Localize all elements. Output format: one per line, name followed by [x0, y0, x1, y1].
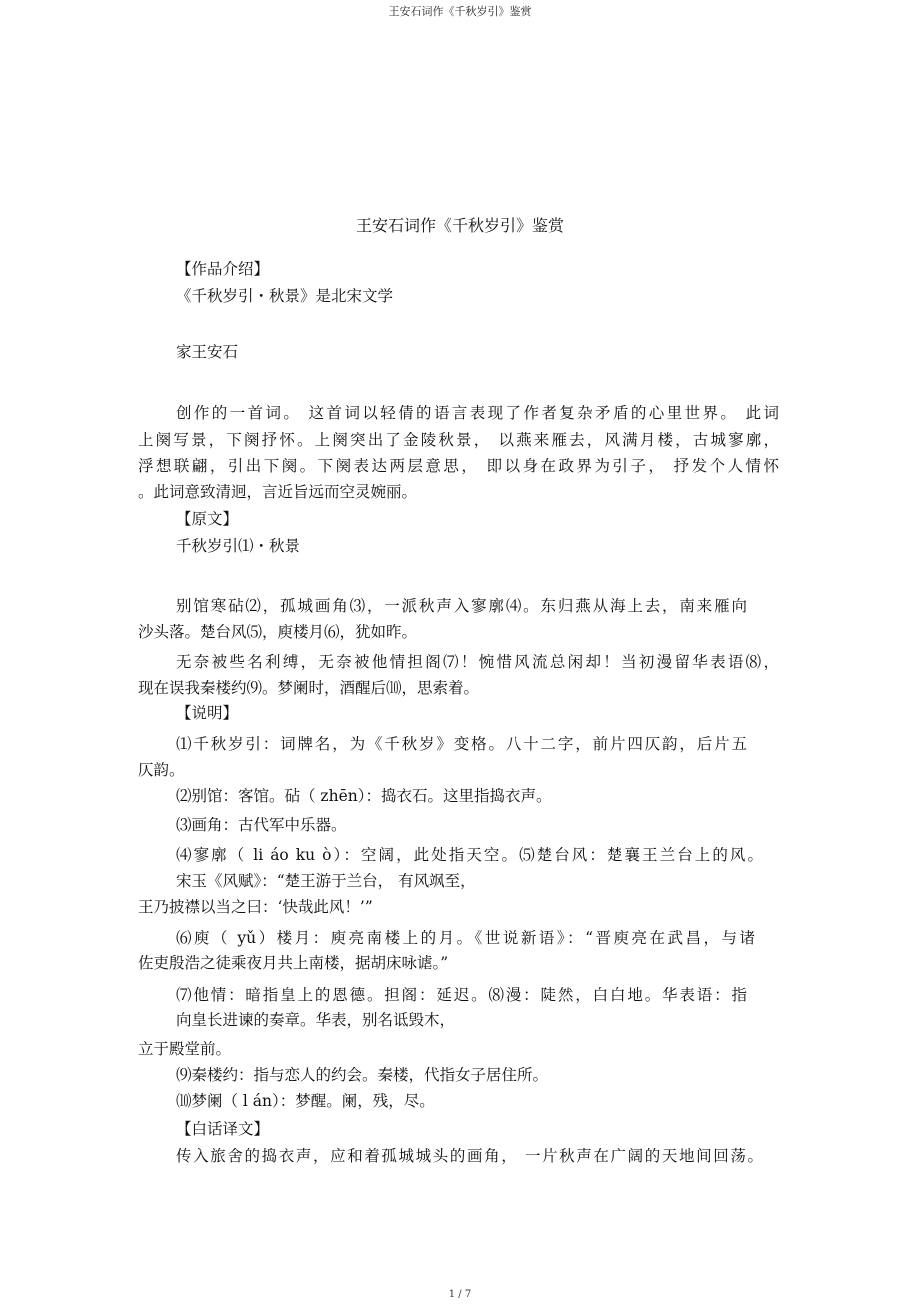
note-line: ⑽梦阑（ l án）：梦醒。阑，残，尽。 — [176, 1092, 435, 1110]
document-title: 王安石词作《千秋岁引》鉴赏 — [355, 216, 564, 235]
page-header: 王安石词作《千秋岁引》鉴赏 — [388, 5, 532, 18]
section-heading-translation: 【白话译文】 — [176, 1120, 270, 1138]
note-line: ⑵别馆：客馆。砧（ zhēn）：捣衣石。这里指捣衣声。 — [176, 787, 552, 805]
poem-title: 千秋岁引⑴・秋景 — [176, 537, 301, 555]
poem-line: 无奈被些名利缚，无奈被他情担阁⑺！惋惜风流总闲却！当初漫留华表语⑻， — [176, 653, 779, 671]
intro-line: 上阕写景，下阕抒怀。上阕突出了金陵秋景， 以燕来雁去，风满月楼，古城寥廓， — [138, 431, 779, 449]
note-line: ⑴千秋岁引：词牌名，为《千秋岁》变格。八十二字，前片四仄韵，后片五 — [176, 735, 747, 753]
note-line: 向皇长进谏的奏章。华表，别名诋毁木， — [176, 1011, 456, 1029]
section-heading-intro: 【作品介绍】 — [176, 260, 270, 278]
note-line: 仄韵。 — [138, 761, 185, 779]
note-line: 立于殿堂前。 — [138, 1040, 232, 1058]
intro-line: 创作的一首词。 这首词以轻倩的语言表现了作者复杂矛盾的心里世界。 此词 — [176, 404, 779, 422]
note-line: 佐吏殷浩之徒乘夜月共上南楼，据胡床咏谑。” — [138, 954, 449, 972]
note-line: ⑺他情：暗指皇上的恩德。担阁：延迟。⑻漫：陡然，白白地。华表语：指 — [176, 986, 747, 1004]
note-line: ⑼秦楼约：指与恋人的约会。秦楼，代指女子居住所。 — [176, 1066, 549, 1084]
translation-line: 传入旅舍的捣衣声，应和着孤城城头的画角， 一片秋声在广阔的天地间回荡。 — [176, 1147, 763, 1165]
section-heading-notes: 【说明】 — [176, 704, 239, 722]
note-line: ⑹庾（ yǔ）楼月：庾亮南楼上的月。《世说新语》：“晋庾亮在武昌，与诸 — [176, 929, 755, 947]
page-number: 1 / 7 — [448, 1289, 472, 1300]
section-heading-original: 【原文】 — [176, 510, 239, 528]
note-line: ⑶画角：古代军中乐器。 — [176, 816, 347, 834]
note-line: ⑷寥廓（ li áo ku ò）：空阔，此处指天空。⑸楚台风：楚襄王兰台上的风。 — [176, 846, 763, 864]
intro-line: 《千秋岁引・秋景》是北宋文学 — [176, 287, 394, 305]
note-line: 宋玉《风赋》：“楚王游于兰台， 有风飒至， — [176, 872, 476, 890]
poem-line: 沙头落。楚台风⑸，庾楼月⑹，犹如昨。 — [138, 623, 418, 641]
intro-line: 家王安石 — [176, 343, 239, 361]
intro-line: 。此词意致清迥，言近旨远而空灵婉丽。 — [138, 483, 418, 501]
poem-line: 别馆寒砧⑵，孤城画角⑶，一派秋声入寥廓⑷。东归燕从海上去，南来雁向 — [176, 597, 747, 615]
poem-line: 现在误我秦楼约⑼。梦阑时，酒醒后⑽，思索着。 — [138, 679, 480, 697]
note-line: 王乃披襟以当之曰：‘快哉此风！’” — [138, 898, 373, 916]
intro-line: 浮想联翩，引出下阕。下阕表达两层意思， 即以身在政界为引子， 抒发个人情怀 — [138, 457, 779, 475]
